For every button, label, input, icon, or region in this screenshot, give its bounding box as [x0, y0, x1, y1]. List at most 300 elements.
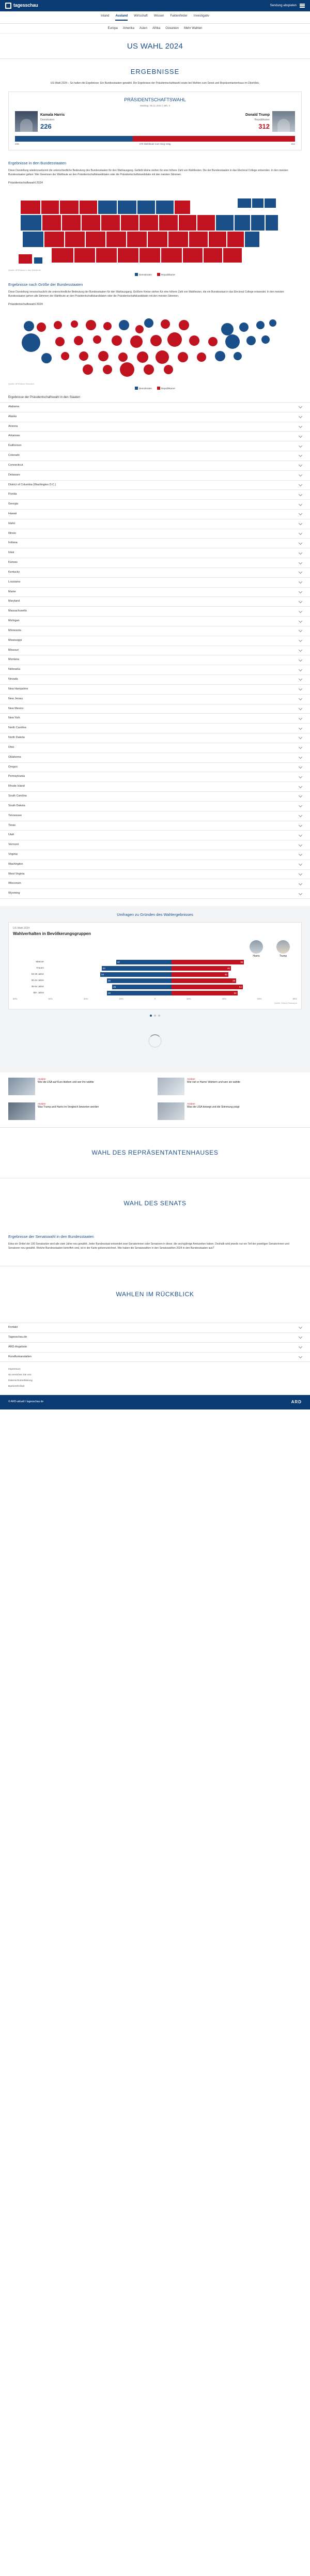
- trump-avatar: [276, 940, 290, 954]
- bar-mid-label: 270 Wahlleute zum Sieg nötig: [139, 142, 171, 145]
- teaser-text: Was Trump und Harris im Vergleich bewerten werden: [38, 1106, 99, 1109]
- survey-group-label: 65+ Jahre: [33, 991, 44, 994]
- state-label: Louisiana: [8, 580, 21, 584]
- survey-candidate-heads: [13, 940, 297, 958]
- nav-item-wirtschaft[interactable]: Wirtschaft: [134, 14, 148, 18]
- state-label: Wisconsin: [8, 882, 21, 885]
- chevron-down-icon: [299, 580, 302, 584]
- teaser-kicker: Analyse: [187, 1102, 195, 1105]
- chevron-down-icon: [299, 415, 302, 418]
- candidate-row: [9, 111, 301, 134]
- chevron-down-icon: [299, 551, 302, 555]
- state-label: Massachusetts: [8, 609, 27, 613]
- legend-rep: Republikaner: [157, 273, 175, 277]
- state-accordion-item[interactable]: [0, 675, 310, 685]
- survey-bar-dem: [46, 978, 172, 983]
- survey-source: Quelle: Edison Research: [274, 1002, 297, 1005]
- bubble-source: Quelle: AP/Edison Research: [8, 382, 35, 385]
- state-accordion-item[interactable]: [0, 412, 310, 422]
- state-label: Vermont: [8, 843, 19, 847]
- survey-axis-tick: 60%: [48, 998, 53, 1001]
- chevron-down-icon: [299, 785, 302, 788]
- bubble-map-svg: [8, 312, 302, 381]
- top-bar: [0, 0, 310, 11]
- state-accordion-item[interactable]: [0, 636, 310, 646]
- survey-axis-tick: 60%: [257, 998, 262, 1001]
- carousel-dot-3[interactable]: [158, 1015, 160, 1017]
- survey-bar-rep: [172, 972, 297, 977]
- carousel-dot-2[interactable]: [154, 1015, 156, 1017]
- state-accordion-item[interactable]: [0, 441, 310, 451]
- state-label: West Virginia: [8, 872, 25, 876]
- chevron-down-icon: [299, 677, 302, 681]
- state-accordion-item[interactable]: [0, 558, 310, 568]
- survey-group-label: 18-29 Jahre: [31, 973, 44, 976]
- logo-square-icon: [5, 3, 11, 9]
- chevron-down-icon: [299, 707, 302, 710]
- state-accordion-item[interactable]: [0, 860, 310, 870]
- chevron-down-icon: [299, 882, 302, 885]
- chevron-down-icon: [299, 775, 302, 778]
- intro-text-block: [0, 79, 310, 87]
- state-accordion-item[interactable]: [0, 519, 310, 529]
- chevron-down-icon: [299, 648, 302, 652]
- survey-carousel-dots[interactable]: [0, 1015, 310, 1017]
- state-label: Florida: [8, 493, 17, 496]
- chevron-down-icon: [299, 745, 302, 749]
- chevron-down-icon: [299, 852, 302, 856]
- teaser-image-a: [8, 1078, 35, 1095]
- state-accordion-item[interactable]: [0, 695, 310, 704]
- chevron-down-icon: [299, 609, 302, 613]
- chevron-down-icon: [299, 658, 302, 662]
- presidential-card-title: PRÄSIDENTSCHAFTSWAHL: [124, 97, 186, 102]
- survey-group-label: Frauen: [36, 967, 44, 970]
- state-label: Tennessee: [8, 814, 22, 817]
- senate-text-block: [0, 1229, 310, 1266]
- state-label: Ohio: [8, 745, 14, 749]
- state-label: North Dakota: [8, 736, 25, 740]
- subnav-item-afrika[interactable]: Afrika: [152, 26, 161, 30]
- state-accordion-item[interactable]: [0, 626, 310, 636]
- survey-bar-rep: [172, 991, 297, 995]
- state-label: Maryland: [8, 600, 20, 603]
- brand-logo[interactable]: [5, 2, 38, 9]
- teaser-item[interactable]: [8, 1102, 152, 1120]
- teaser-row-2: [0, 1102, 310, 1127]
- chevron-down-icon: [299, 755, 302, 759]
- nav-item-ausland[interactable]: Ausland: [115, 14, 128, 21]
- footer-link-item[interactable]: [0, 1323, 310, 1333]
- state-accordion-item[interactable]: [0, 403, 310, 412]
- footer-link-item[interactable]: [0, 1343, 310, 1353]
- top-bar-right: [270, 4, 305, 8]
- state-label: Arkansas: [8, 434, 20, 438]
- survey-candidate-harris: Harris: [250, 940, 263, 958]
- map-legend: [8, 273, 302, 277]
- senate-heading: Ergebnisse der Senatswahl in den Bundesstaaten: [8, 1234, 94, 1239]
- chevron-down-icon: [299, 804, 302, 807]
- trump-portrait: [272, 111, 295, 132]
- nav-item-faktenfinder[interactable]: Faktenfinder: [170, 14, 188, 18]
- state-accordion-item[interactable]: [0, 607, 310, 617]
- state-accordion-item[interactable]: [0, 763, 310, 773]
- copyright-text: © ARD-aktuell / tagesschau.de: [8, 1400, 44, 1404]
- survey-axis-tick: 80%: [292, 998, 297, 1001]
- chevron-down-icon: [299, 843, 302, 847]
- state-label: Kentucky: [8, 570, 20, 574]
- teaser-text: Was die USA bewegt und die Stimmung prägt: [187, 1106, 240, 1109]
- footer-meta-link[interactable]: So erreichen Sie uns: [8, 1374, 32, 1377]
- chevron-down-icon: [299, 493, 302, 496]
- teaser-image-d: [158, 1102, 184, 1120]
- senate-section-title: WAHL DES SENATS: [123, 1200, 187, 1207]
- teaser-text: Wie viel er Harris' Wählern und wen sie wählte: [187, 1081, 240, 1084]
- survey-group-rows: [13, 960, 297, 995]
- chevron-down-icon: [299, 1345, 302, 1348]
- state-label: New Mexico: [8, 707, 24, 710]
- state-label: South Dakota: [8, 804, 25, 807]
- survey-headline: Wahlverhalten in Bevölkerungsgruppen: [13, 931, 91, 937]
- survey-group-row: [13, 985, 297, 989]
- chevron-down-icon: [299, 892, 302, 895]
- state-label: Utah: [8, 833, 14, 837]
- results-heading-wrap: [0, 59, 310, 79]
- state-accordion-item[interactable]: [0, 422, 310, 432]
- chevron-down-icon: [299, 862, 302, 866]
- states-accordion: [0, 402, 310, 899]
- survey-group-label: 45-64 Jahre: [31, 985, 44, 988]
- state-label: Oregon: [8, 765, 18, 769]
- chevron-down-icon: [299, 872, 302, 876]
- state-accordion-item[interactable]: [0, 685, 310, 695]
- electoral-bar: [15, 136, 295, 142]
- bar-left-label: 226: [15, 142, 19, 145]
- brand-label: tagesschau: [13, 3, 38, 8]
- state-accordion-item[interactable]: [0, 529, 310, 539]
- survey-bar-dem: [46, 991, 172, 995]
- page-title-band: [0, 34, 310, 59]
- state-accordion-item[interactable]: [0, 665, 310, 675]
- state-label: Michigan: [8, 619, 20, 623]
- state-label: Mississippi: [8, 638, 22, 642]
- footer-link-label: Tagesschau.de: [8, 1335, 27, 1339]
- bubble-map-wrap: [0, 312, 310, 390]
- teaser-row-1: [0, 1072, 310, 1102]
- survey-bar-dem-value: 49: [107, 979, 111, 983]
- state-accordion-item[interactable]: [0, 879, 310, 889]
- trump-electors: 312: [258, 122, 270, 130]
- state-accordion-item[interactable]: [0, 772, 310, 782]
- state-label: Hawaii: [8, 512, 17, 515]
- chevron-down-icon: [299, 590, 302, 593]
- chevron-down-icon: [299, 1355, 302, 1358]
- footer-links: [0, 1323, 310, 1362]
- state-accordion-item[interactable]: [0, 432, 310, 441]
- footer-meta-link[interactable]: Impressum: [8, 1368, 21, 1371]
- footer-link-label: Kontakt: [8, 1326, 18, 1329]
- harris-avatar: [250, 940, 263, 954]
- state-label: Alaska: [8, 415, 17, 418]
- teaser-kicker: Analyse: [38, 1077, 46, 1080]
- footer-link-item[interactable]: [0, 1333, 310, 1343]
- state-label: Texas: [8, 823, 16, 827]
- state-accordion-item[interactable]: [0, 821, 310, 831]
- state-accordion-item[interactable]: [0, 850, 310, 860]
- senate-section-band: [0, 1178, 310, 1229]
- state-label: Arizona: [8, 424, 18, 428]
- subnav-item-mehr-wahlen[interactable]: Mehr Wahlen: [183, 26, 203, 30]
- nav-item-wissen[interactable]: Wissen: [153, 14, 164, 18]
- teaser-kicker: Analyse: [187, 1077, 195, 1080]
- teaser-item[interactable]: [158, 1102, 302, 1120]
- bubble-legend-rep: Republikaner: [157, 387, 175, 391]
- bubble-map[interactable]: [8, 312, 302, 381]
- state-label: Kansas: [8, 561, 18, 564]
- survey-bar-dem-value: 42: [117, 961, 120, 964]
- footer-meta-link[interactable]: Barrierefreiheit: [8, 1385, 25, 1388]
- chevron-down-icon: [299, 531, 302, 535]
- teaser-item[interactable]: [158, 1078, 302, 1095]
- chevron-down-icon: [299, 600, 302, 603]
- state-accordion-item[interactable]: [0, 646, 310, 656]
- bubble-legend-dem: Demokraten: [135, 387, 152, 391]
- teaser-item[interactable]: [8, 1078, 152, 1095]
- state-label: Idaho: [8, 522, 16, 525]
- chevron-down-icon: [299, 561, 302, 564]
- state-accordion-item[interactable]: [0, 889, 310, 899]
- state-accordion-item[interactable]: [0, 802, 310, 811]
- map-source: Quelle: AP/Edison in den Wahlleute: [8, 269, 41, 272]
- teaser-kicker: Analyse: [38, 1102, 46, 1105]
- survey-bar-dem-value: 53: [102, 967, 105, 970]
- state-label: Delaware: [8, 473, 20, 477]
- state-label: Colorado: [8, 454, 20, 457]
- state-label: Nebraska: [8, 668, 21, 671]
- state-accordion-item[interactable]: [0, 811, 310, 821]
- bar-right-label: 312: [291, 142, 295, 145]
- trump-name: Donald Trump: [245, 113, 270, 117]
- survey-bar-dem-value: 45: [113, 986, 116, 989]
- survey-bar-rep: [172, 985, 297, 989]
- teaser-image-b: [158, 1078, 184, 1095]
- survey-group-row: [13, 960, 297, 964]
- state-accordion-item[interactable]: [0, 548, 310, 558]
- state-accordion-item[interactable]: [0, 840, 310, 850]
- state-accordion-item[interactable]: [0, 588, 310, 597]
- sub-nav: [0, 24, 310, 34]
- state-label: Pennsylvania: [8, 775, 25, 778]
- survey-bar-dem: [46, 972, 172, 977]
- electoral-bar-rep: [133, 136, 295, 142]
- state-accordion-item[interactable]: [0, 753, 310, 763]
- state-accordion-item[interactable]: [0, 782, 310, 792]
- state-label: Wyoming: [8, 892, 20, 895]
- state-accordion-item[interactable]: [0, 831, 310, 840]
- state-label: Connecticut: [8, 463, 23, 467]
- state-accordion-item[interactable]: [0, 733, 310, 743]
- state-label: Rhode Island: [8, 785, 25, 788]
- survey-bar-rep-value: 55: [240, 961, 243, 964]
- subnav-item-ozeanien[interactable]: Ozeanien: [165, 26, 179, 30]
- survey-axis-tick: 20%: [187, 998, 191, 1001]
- us-map-svg: [8, 190, 302, 268]
- chevron-down-icon: [299, 833, 302, 837]
- choropleth-map-wrap: [0, 190, 310, 277]
- chevron-down-icon: [299, 726, 302, 730]
- state-label: Georgia: [8, 502, 19, 506]
- state-accordion-item[interactable]: [0, 510, 310, 519]
- map-heading: Ergebnisse in den Bundesstaaten: [8, 161, 67, 166]
- chevron-down-icon: [299, 453, 302, 457]
- chevron-down-icon: [299, 424, 302, 428]
- map-text-block: [0, 156, 310, 187]
- hamburger-icon[interactable]: [300, 4, 305, 7]
- footer-meta-link[interactable]: Datenschutzerklärung: [8, 1379, 33, 1383]
- choropleth-map[interactable]: [8, 190, 302, 268]
- survey-bar-rep: [172, 960, 297, 964]
- subnav-item-europa[interactable]: Europa: [107, 26, 118, 30]
- footer-meta: [0, 1362, 310, 1395]
- main-nav: [0, 11, 310, 24]
- chevron-down-icon: [299, 512, 302, 515]
- state-accordion-item[interactable]: [0, 704, 310, 714]
- survey-bar-dem-value: 49: [107, 992, 111, 995]
- survey-bar-dem: [46, 985, 172, 989]
- state-label: Alabama: [8, 405, 20, 408]
- map-paragraph: Diese Darstellung wiederzuerkennt die unterschiedliche Bedeutung des Bundesstaaten für den Wahlausgang. Gefärbt kleine stehen für eine höhere Zahl von Wahlleuten. Die der Bundesstaaten in das Electoral College entsenden. In den meisten Bundesstaaten gelten: Wer Gewinnen der Wahlleute an den Präsidentschaftskandidaten oder die Präsidentschaftskandidatin mit den meisten Stimmen.: [8, 169, 288, 177]
- survey-bar-rep-value: 54: [239, 986, 242, 989]
- chevron-down-icon: [299, 716, 302, 720]
- chevron-down-icon: [299, 619, 302, 622]
- bubble-paragraph: Diese Darstellung veranschaulicht die unterschiedliche Bedeutung der Bundesstaaten für den Wahlausgang. Größere Kreise stehen für eine höhere Zahl von Wahlleuten, die ein Bundesstaat in das Electoral College entsendet. In den meisten Bundesstaaten gehen alle Stimmen der Wahlleute an den Präsidentschaftskandidaten oder die Präsidentschaftskandidatin mit den meisten Stimmen.: [8, 290, 284, 298]
- survey-bar-rep: [172, 966, 297, 971]
- bubble-caption: Präsidentschaftswahl 2024: [8, 302, 43, 306]
- state-accordion-item[interactable]: [0, 490, 310, 500]
- chevron-down-icon: [299, 735, 302, 739]
- survey-bar-rep-value: 43: [224, 973, 227, 976]
- footer-link-label: ARD-Angebote: [8, 1345, 27, 1348]
- state-accordion-item[interactable]: [0, 481, 310, 490]
- survey-group-row: [13, 978, 297, 983]
- loading-spinner-icon: [148, 1034, 162, 1048]
- subnav-item-amerika[interactable]: Amerika: [122, 26, 134, 30]
- bubble-text-block: [0, 277, 310, 309]
- state-accordion-item[interactable]: [0, 724, 310, 733]
- chevron-down-icon: [299, 463, 302, 467]
- survey-bar-dem-value: 54: [101, 973, 104, 976]
- chevron-down-icon: [299, 483, 302, 486]
- survey-group-row: [13, 966, 297, 971]
- chevron-down-icon: [299, 1335, 302, 1339]
- state-accordion-item[interactable]: [0, 578, 310, 588]
- state-accordion-item[interactable]: [0, 870, 310, 880]
- chevron-down-icon: [299, 541, 302, 545]
- chevron-down-icon: [299, 444, 302, 448]
- chevron-down-icon: [299, 405, 302, 408]
- chevron-down-icon: [299, 823, 302, 827]
- state-label: New Hampshire: [8, 687, 28, 691]
- state-accordion-item[interactable]: [0, 792, 310, 802]
- state-accordion-item[interactable]: [0, 451, 310, 461]
- harris-party: Demokraten: [40, 118, 55, 121]
- play-broadcast-label[interactable]: Sendung abspielen: [270, 4, 297, 7]
- electoral-bar-dem: [15, 136, 133, 142]
- candidate-trump: [166, 111, 295, 132]
- survey-group-row: [13, 991, 297, 995]
- survey-axis-tick: 40%: [83, 998, 88, 1001]
- state-label: New York: [8, 716, 20, 720]
- state-label: New Jersey: [8, 697, 23, 700]
- state-accordion-item[interactable]: [0, 743, 310, 753]
- ard-logo: ARD: [291, 1400, 302, 1405]
- presidential-result-card: [8, 91, 302, 150]
- chevron-down-icon: [299, 522, 302, 525]
- survey-card: [8, 922, 302, 1009]
- retrospect-band: [0, 1266, 310, 1323]
- state-label: Minnesota: [8, 628, 21, 632]
- survey-candidate-trump: Trump: [276, 940, 290, 958]
- state-accordion-item[interactable]: [0, 597, 310, 607]
- state-label: Kalifornien: [8, 444, 22, 448]
- chevron-down-icon: [299, 473, 302, 477]
- bubble-heading: Ergebnisse nach Größe der Bundesstaaten: [8, 282, 83, 287]
- state-accordion-item[interactable]: [0, 500, 310, 510]
- chevron-down-icon: [299, 434, 302, 438]
- survey-group-row: [13, 972, 297, 977]
- house-section-title: WAHL DES REPRÄSENTANTENHAUSES: [91, 1148, 219, 1156]
- survey-axis-tick: 80%: [13, 998, 18, 1001]
- state-accordion-item[interactable]: [0, 568, 310, 578]
- state-label: Nevada: [8, 678, 18, 681]
- nav-item-inland[interactable]: Inland: [101, 14, 110, 18]
- candidate-harris: [15, 111, 144, 132]
- survey-bar-rep: [172, 978, 297, 983]
- state-accordion-item[interactable]: [0, 471, 310, 481]
- state-accordion-item[interactable]: [0, 617, 310, 626]
- state-accordion-item[interactable]: [0, 655, 310, 665]
- bubble-legend: [8, 387, 302, 391]
- state-label: Iowa: [8, 551, 14, 555]
- carousel-dot-1[interactable]: [150, 1015, 152, 1017]
- chevron-down-icon: [299, 1325, 302, 1329]
- state-accordion-item[interactable]: [0, 539, 310, 548]
- survey-axis-tick: 0: [154, 998, 156, 1001]
- state-label: Illinois: [8, 531, 16, 535]
- survey-heading: Umfragen zu Gründen des Wahlergebnisses: [117, 912, 193, 917]
- state-accordion-item[interactable]: [0, 714, 310, 724]
- state-accordion-item[interactable]: [0, 461, 310, 471]
- chevron-down-icon: [299, 668, 302, 671]
- retrospect-title: WAHLEN IM RÜCKBLICK: [116, 1290, 194, 1298]
- nav-item-investigativ[interactable]: Investigativ: [193, 14, 209, 18]
- chevron-down-icon: [299, 502, 302, 506]
- state-label: District of Columbia (Washington D.C.): [8, 483, 56, 486]
- state-label: Montana: [8, 658, 19, 662]
- survey-axis-tick: 20%: [119, 998, 123, 1001]
- footer-link-item[interactable]: [0, 1353, 310, 1362]
- survey-bar-rep-value: 45: [227, 967, 230, 970]
- state-label: South Carolina: [8, 794, 27, 798]
- chevron-down-icon: [299, 794, 302, 798]
- legend-dem: Demokraten: [135, 273, 152, 277]
- survey-axis: [13, 998, 297, 1001]
- chevron-down-icon: [299, 638, 302, 642]
- subnav-item-asien[interactable]: Asien: [139, 26, 147, 30]
- results-heading: ERGEBNISSE: [130, 68, 180, 76]
- survey-group-label: Männer: [36, 960, 44, 963]
- house-section-band: [0, 1127, 310, 1178]
